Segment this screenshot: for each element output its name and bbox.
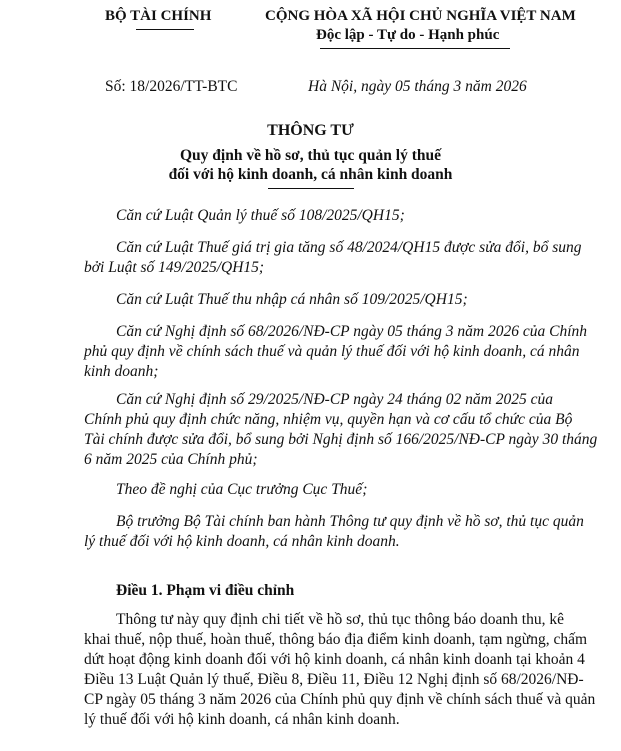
legal-basis-line: Theo đề nghị của Cục trưởng Cục Thuế; [116, 481, 368, 498]
legal-basis-line: Chính phủ quy định chức năng, nhiệm vụ, quyền hạn và cơ cấu tổ chức của Bộ [84, 411, 573, 428]
article-1-line: khai thuế, nộp thuế, hoàn thuế, thông báo địa điểm kinh doanh, tạm ngừng, chấm [84, 631, 588, 648]
legal-basis-line: bởi Luật số 149/2025/QH15; [84, 259, 265, 276]
legal-basis [84, 512, 600, 552]
legal-basis-line: Tài chính được sửa đổi, bổ sung bởi Nghị định số 166/2025/NĐ-CP ngày 30 tháng [84, 431, 598, 448]
national-motto: Độc lập - Tự do - Hạnh phúc [316, 27, 500, 43]
legal-basis-line: Căn cứ Luật Quản lý thuế số 108/2025/QH15; [116, 207, 405, 224]
article-1-line: Điều 13 Luật Quản lý thuế, Điều 8, Điều 11, Điều 12 Nghị định số 68/2026/NĐ- [84, 671, 584, 688]
article-1-line: lý thuế đối với hộ kinh doanh, cá nhân kinh doanh. [84, 711, 400, 728]
legal-basis [84, 206, 600, 226]
document-type: THÔNG TƯ [267, 122, 354, 139]
legal-basis-line: Căn cứ Nghị định số 68/2026/NĐ-CP ngày 05 tháng 3 năm 2026 của Chính [116, 323, 588, 340]
legal-basis [84, 290, 600, 310]
article-1-line: Thông tư này quy định chi tiết về hồ sơ, thủ tục thông báo doanh thu, kê [116, 611, 564, 628]
legal-basis [84, 238, 600, 278]
article-1-line: CP ngày 05 tháng 3 năm 2026 của Chính phủ quy định về chính sách thuế và quản [84, 691, 596, 708]
article-1-body [84, 610, 600, 730]
legal-basis [84, 322, 600, 382]
legal-basis-line: Bộ trưởng Bộ Tài chính ban hành Thông tư quy định về hồ sơ, thủ tục quản [116, 513, 584, 530]
document-number: Số: 18/2026/TT-BTC [105, 78, 238, 95]
legal-basis-line: phủ quy định về chính sách thuế và quản lý thuế đối với hộ kinh doanh, cá nhân [84, 343, 580, 360]
motto-underline [320, 48, 510, 49]
country-name: CỘNG HÒA XÃ HỘI CHỦ NGHĨA VIỆT NAM [265, 8, 576, 24]
article-1-heading: Điều 1. Phạm vi điều chỉnh [116, 582, 295, 599]
issuing-agency: BỘ TÀI CHÍNH [105, 8, 212, 24]
legal-basis-line: 6 năm 2025 của Chính phủ; [84, 451, 258, 468]
legal-basis-line: kinh doanh; [84, 363, 159, 380]
legal-basis-line: Căn cứ Nghị định số 29/2025/NĐ-CP ngày 24 tháng 02 năm 2025 của [116, 391, 553, 408]
legal-basis-line: Căn cứ Luật Thuế thu nhập cá nhân số 109/2025/QH15; [116, 291, 468, 308]
place-and-date: Hà Nội, ngày 05 tháng 3 năm 2026 [308, 78, 527, 95]
title-underline [268, 188, 354, 189]
legal-basis [84, 390, 600, 470]
article-1-line: dứt hoạt động kinh doanh đối với hộ kinh doanh, cá nhân kinh doanh tại khoản 4 [84, 651, 585, 668]
legal-basis-line: lý thuế đối với hộ kinh doanh, cá nhân kinh doanh. [84, 533, 400, 550]
document-subtitle-line-1: Quy định về hồ sơ, thủ tục quản lý thuế [180, 147, 441, 164]
legal-basis [84, 480, 600, 500]
document-subtitle-line-2: đối với hộ kinh doanh, cá nhân kinh doanh [168, 166, 453, 183]
agency-underline [136, 29, 194, 30]
legal-basis-line: Căn cứ Luật Thuế giá trị gia tăng số 48/2024/QH15 được sửa đổi, bổ sung [116, 239, 582, 256]
